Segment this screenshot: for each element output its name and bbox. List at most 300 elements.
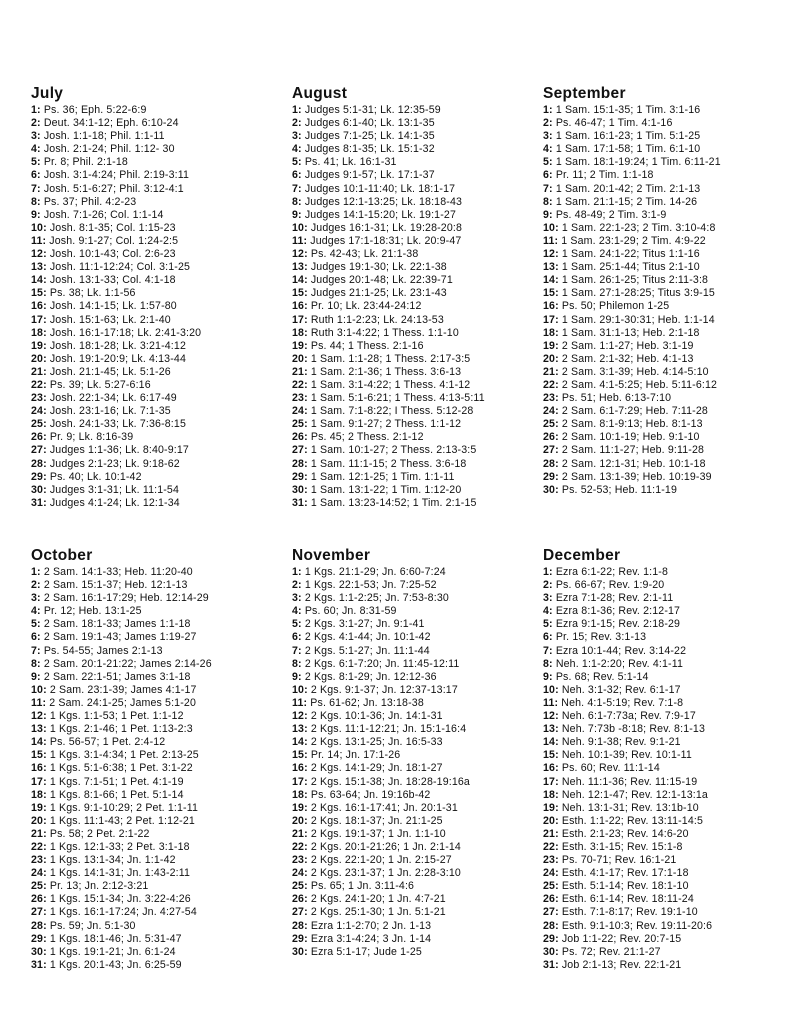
reading-text: Ps. 63-64; Jn. 19:16b-42 — [310, 788, 431, 801]
reading-entry — [543, 327, 791, 340]
reading-entry — [31, 893, 281, 906]
reading-entry — [292, 933, 542, 946]
reading-text: 2 Sam. 24:1-25; James 5:1-20 — [49, 696, 196, 709]
day-number: 8: — [543, 195, 553, 208]
reading-entry — [543, 143, 791, 156]
reading-text: Neh. 3:1-32; Rev. 6:1-17 — [561, 683, 681, 696]
day-number: 14: — [31, 274, 47, 287]
reading-entry — [292, 287, 542, 300]
reading-list — [31, 104, 281, 510]
reading-entry — [292, 697, 542, 710]
reading-entry — [292, 566, 542, 579]
day-number: 20: — [543, 814, 559, 827]
reading-entry — [31, 592, 281, 605]
day-number: 12: — [31, 710, 47, 723]
reading-text: 2 Sam. 4:1-5:25; Heb. 5:11-6:12 — [561, 378, 718, 391]
day-number: 1: — [31, 566, 41, 578]
reading-entry — [543, 671, 791, 684]
reading-entry — [31, 117, 281, 130]
reading-text: 1 Sam. 13:1-22; 1 Tim. 1:12-20 — [310, 483, 462, 496]
reading-entry — [31, 841, 281, 854]
reading-text: 1 Sam. 23:1-29; 2 Tim. 4:9-22 — [561, 234, 706, 247]
reading-text: Pr. 10; Lk. 23:44-24:12 — [310, 300, 422, 313]
month-august — [292, 84, 542, 510]
day-number: 5: — [31, 156, 41, 169]
reading-entry — [292, 497, 542, 510]
reading-entry — [543, 366, 791, 379]
day-number: 9: — [31, 670, 41, 683]
reading-text: 1 Kgs. 8:1-66; 1 Pet. 5:1-14 — [49, 788, 184, 801]
reading-text: Ezra 1:1-2:70; 2 Jn. 1-13 — [310, 919, 432, 932]
day-number: 1: — [292, 104, 302, 116]
day-number: 17: — [543, 313, 559, 326]
reading-text: Ps. 40; Lk. 10:1-42 — [49, 470, 142, 483]
day-number: 1: — [31, 104, 41, 116]
reading-entry — [31, 933, 281, 946]
reading-entry — [292, 854, 542, 867]
reading-entry — [292, 405, 542, 418]
day-number: 18: — [292, 326, 308, 339]
reading-entry — [292, 841, 542, 854]
reading-text: Josh. 9:1-27; Col. 1:24-2:5 — [49, 234, 179, 247]
reading-entry — [543, 248, 791, 261]
reading-entry — [31, 183, 281, 196]
reading-entry — [292, 117, 542, 130]
day-number: 14: — [543, 736, 559, 749]
day-number: 28: — [543, 457, 559, 470]
reading-entry — [292, 723, 542, 736]
day-number: 27: — [543, 444, 559, 457]
reading-entry — [543, 418, 791, 431]
reading-entry — [31, 471, 281, 484]
day-number: 12: — [543, 248, 559, 261]
day-number: 23: — [543, 854, 559, 867]
day-number: 13: — [31, 261, 47, 274]
day-number: 24: — [543, 867, 559, 880]
reading-text: Ps. 45; 2 Thess. 2:1-12 — [310, 431, 424, 444]
reading-entry — [31, 789, 281, 802]
reading-entry — [292, 209, 542, 222]
reading-entry — [292, 671, 542, 684]
day-number: 29: — [31, 470, 47, 483]
day-number: 19: — [543, 801, 559, 814]
reading-text: Judges 16:1-31; Lk. 19:28-20:8 — [310, 221, 463, 234]
reading-text: Ps. 48-49; 2 Tim. 3:1-9 — [555, 208, 667, 221]
reading-entry — [292, 196, 542, 209]
reading-text: Pr. 9; Lk. 8:16-39 — [49, 431, 134, 444]
reading-text: 2 Kgs. 3:1-27; Jn. 9:1-41 — [304, 618, 425, 631]
reading-text: Ps. 54-55; James 2:1-13 — [43, 644, 163, 657]
reading-entry — [292, 789, 542, 802]
reading-text: 1 Sam. 15:1-35; 1 Tim. 3:1-16 — [555, 104, 701, 116]
day-number: 22: — [31, 840, 47, 853]
reading-entry — [292, 893, 542, 906]
day-number: 10: — [31, 221, 47, 234]
reading-text: Pr. 12; Heb. 13:1-25 — [43, 605, 142, 618]
reading-entry — [543, 946, 791, 959]
reading-entry — [31, 631, 281, 644]
reading-text: Josh. 18:1-28; Lk. 3:21-4:12 — [49, 339, 186, 352]
day-number: 5: — [292, 156, 302, 169]
day-number: 23: — [292, 392, 308, 405]
day-number: 20: — [292, 814, 308, 827]
reading-entry — [543, 762, 791, 775]
reading-text: 1 Kgs. 11:1-43; 2 Pet. 1:12-21 — [49, 814, 195, 827]
reading-entry — [31, 880, 281, 893]
reading-entry — [292, 605, 542, 618]
day-number: 25: — [31, 418, 47, 431]
reading-text: 1 Kgs. 19:1-21; Jn. 6:1-24 — [49, 945, 176, 958]
day-number: 28: — [543, 919, 559, 932]
reading-entry — [543, 684, 791, 697]
reading-text: 2 Kgs. 16:1-17:41; Jn. 20:1-31 — [310, 801, 458, 814]
day-number: 30: — [31, 483, 47, 496]
reading-text: Pr. 8; Phil. 2:1-18 — [43, 156, 128, 169]
reading-text: Josh. 16:1-17:18; Lk. 2:41-3:20 — [49, 326, 202, 339]
reading-entry — [292, 274, 542, 287]
reading-text: 2 Kgs. 14:1-29; Jn. 18:1-27 — [310, 762, 443, 775]
reading-entry — [543, 579, 791, 592]
reading-text: Josh. 22:1-34; Lk. 6:17-49 — [49, 392, 177, 405]
reading-entry — [543, 392, 791, 405]
day-number: 16: — [543, 300, 559, 313]
reading-entry — [31, 697, 281, 710]
reading-entry — [31, 658, 281, 671]
reading-entry — [292, 235, 542, 248]
reading-entry — [543, 353, 791, 366]
reading-text: Pr. 14; Jn. 17:1-26 — [310, 749, 401, 762]
reading-text: Ruth 1:1-2:23; Lk. 24:13-53 — [310, 313, 444, 326]
day-number: 3: — [543, 130, 553, 143]
day-number: 2: — [31, 579, 41, 592]
reading-text: Josh. 15:1-63; Lk. 2:1-40 — [49, 313, 171, 326]
reading-text: Judges 12:1-13:25; Lk. 18:18-43 — [304, 195, 463, 208]
day-number: 7: — [543, 182, 553, 195]
reading-text: Josh. 24:1-33; Lk. 7:36-8:15 — [49, 418, 186, 431]
reading-text: 1 Sam. 2:1-36; 1 Thess. 3:6-13 — [310, 365, 462, 378]
reading-text: Pr. 15; Rev. 3:1-13 — [555, 631, 647, 644]
reading-text: 1 Sam. 9:1-27; 2 Thess. 1:1-12 — [310, 418, 462, 431]
reading-entry — [543, 235, 791, 248]
reading-text: 2 Kgs. 18:1-37; Jn. 21:1-25 — [310, 814, 443, 827]
reading-text: 2 Sam. 18:1-33; James 1:1-18 — [43, 618, 191, 631]
reading-entry — [543, 631, 791, 644]
reading-entry — [31, 143, 281, 156]
day-number: 12: — [31, 248, 47, 261]
month-title: September — [543, 85, 626, 102]
day-number: 2: — [292, 579, 302, 592]
reading-entry — [292, 631, 542, 644]
reading-entry — [31, 458, 281, 471]
day-number: 10: — [292, 683, 308, 696]
day-number: 26: — [292, 893, 308, 906]
reading-text: 1 Sam. 1:1-28; 1 Thess. 2:17-3:5 — [310, 352, 471, 365]
reading-entry — [31, 828, 281, 841]
reading-text: Judges 3:1-31; Lk. 11:1-54 — [49, 483, 180, 496]
day-number: 4: — [31, 605, 41, 618]
day-number: 24: — [31, 405, 47, 418]
reading-entry — [292, 471, 542, 484]
day-number: 17: — [543, 775, 559, 788]
day-number: 16: — [31, 300, 47, 313]
reading-entry — [543, 379, 791, 392]
reading-text: 2 Sam. 1:1-27; Heb. 3:1-19 — [561, 339, 694, 352]
reading-entry — [543, 458, 791, 471]
day-number: 31: — [31, 958, 47, 971]
reading-text: Judges 5:1-31; Lk. 12:35-59 — [304, 104, 441, 116]
reading-entry — [31, 366, 281, 379]
reading-text: 1 Sam. 17:1-58; 1 Tim. 6:1-10 — [555, 143, 701, 156]
day-number: 27: — [543, 906, 559, 919]
day-number: 29: — [292, 932, 308, 945]
reading-text: Judges 4:1-24; Lk. 12:1-34 — [49, 496, 180, 509]
reading-text: 2 Kgs. 13:1-25; Jn. 16:5-33 — [310, 736, 443, 749]
reading-entry — [292, 431, 542, 444]
reading-entry — [292, 156, 542, 169]
day-number: 17: — [292, 313, 308, 326]
reading-text: Neh. 12:1-47; Rev. 12:1-13:1a — [561, 788, 708, 801]
day-number: 21: — [543, 827, 559, 840]
day-number: 11: — [543, 234, 559, 247]
reading-entry — [31, 854, 281, 867]
reading-entry — [543, 906, 791, 919]
day-number: 23: — [543, 392, 559, 405]
day-number: 3: — [292, 592, 302, 605]
day-number: 21: — [31, 365, 47, 378]
reading-text: 1 Sam. 24:1-22; Titus 1:1-16 — [561, 248, 700, 261]
reading-text: Judges 14:1-15:20; Lk. 19:1-27 — [304, 208, 456, 221]
reading-entry — [292, 353, 542, 366]
reading-entry — [31, 169, 281, 182]
day-number: 7: — [543, 644, 553, 657]
reading-list — [543, 104, 791, 497]
reading-entry — [31, 379, 281, 392]
reading-entry — [543, 867, 791, 880]
day-number: 30: — [543, 483, 559, 496]
day-number: 13: — [31, 723, 47, 736]
day-number: 31: — [31, 496, 47, 509]
day-number: 16: — [292, 762, 308, 775]
reading-text: Neh. 13:1-31; Rev. 13:1b-10 — [561, 801, 699, 814]
reading-entry — [31, 684, 281, 697]
reading-text: Josh. 1:1-18; Phil. 1:1-11 — [43, 130, 165, 143]
day-number: 15: — [543, 749, 559, 762]
reading-text: 2 Kgs. 1:1-2:25; Jn. 7:53-8:30 — [304, 592, 449, 605]
reading-text: 1 Sam. 27:1-28:25; Titus 3:9-15 — [561, 287, 715, 300]
reading-entry — [31, 287, 281, 300]
reading-text: Deut. 34:1-12; Eph. 6:10-24 — [43, 117, 179, 130]
reading-entry — [292, 710, 542, 723]
day-number: 2: — [543, 579, 553, 592]
reading-entry — [31, 130, 281, 143]
reading-entry — [292, 379, 542, 392]
month-title: October — [31, 547, 93, 564]
reading-text: 2 Sam. 20:1-21:22; James 2:14-26 — [43, 657, 212, 670]
day-number: 1: — [543, 566, 553, 578]
day-number: 22: — [543, 378, 559, 391]
reading-entry — [31, 405, 281, 418]
reading-entry — [543, 104, 791, 117]
reading-text: 2 Sam. 23:1-39; James 4:1-17 — [49, 683, 197, 696]
reading-text: 2 Kgs. 19:1-37; 1 Jn. 1:1-10 — [310, 827, 446, 840]
reading-text: Josh. 14:1-15; Lk. 1:57-80 — [49, 300, 177, 313]
day-number: 21: — [292, 827, 308, 840]
day-number: 2: — [31, 117, 41, 130]
reading-text: Ezra 3:1-4:24; 3 Jn. 1-14 — [310, 932, 432, 945]
reading-entry — [292, 828, 542, 841]
reading-text: Ps. 36; Eph. 5:22-6:9 — [43, 104, 147, 116]
reading-entry — [292, 143, 542, 156]
day-number: 27: — [31, 906, 47, 919]
reading-text: 1 Kgs. 20:1-43; Jn. 6:25-59 — [49, 958, 182, 971]
month-title: July — [31, 85, 64, 102]
reading-entry — [31, 920, 281, 933]
day-number: 5: — [292, 618, 302, 631]
reading-text: Judges 1:1-36; Lk. 8:40-9:17 — [49, 444, 189, 457]
reading-text: Josh. 8:1-35; Col. 1:15-23 — [49, 221, 176, 234]
reading-text: 1 Sam. 3:1-4:22; 1 Thess. 4:1-12 — [310, 378, 471, 391]
reading-text: Esth. 2:1-23; Rev. 14:6-20 — [561, 827, 689, 840]
day-number: 22: — [31, 378, 47, 391]
reading-entry — [292, 946, 542, 959]
day-number: 18: — [543, 326, 559, 339]
day-number: 23: — [292, 854, 308, 867]
reading-text: Neh. 7:73b -8:18; Rev. 8:1-13 — [561, 723, 705, 736]
day-number: 27: — [292, 906, 308, 919]
reading-text: Judges 7:1-25; Lk. 14:1-35 — [304, 130, 435, 143]
reading-text: 2 Kgs. 4:1-44; Jn. 10:1-42 — [304, 631, 431, 644]
reading-entry — [292, 340, 542, 353]
month-december — [543, 546, 791, 972]
day-number: 14: — [292, 274, 308, 287]
day-number: 28: — [31, 457, 47, 470]
reading-text: 2 Sam. 19:1-43; James 1:19-27 — [43, 631, 197, 644]
reading-entry — [292, 579, 542, 592]
day-number: 9: — [292, 670, 302, 683]
day-number: 6: — [31, 631, 41, 644]
day-number: 22: — [292, 378, 308, 391]
reading-text: Ps. 37; Phil. 4:2-23 — [43, 195, 137, 208]
reading-text: 2 Sam. 6:1-7:29; Heb. 7:11-28 — [561, 405, 708, 418]
reading-text: Pr. 13; Jn. 2:12-3:21 — [49, 880, 149, 893]
reading-text: Ps. 44; 1 Thess. 2:1-16 — [310, 339, 424, 352]
day-number: 15: — [292, 287, 308, 300]
reading-text: Esth. 1:1-22; Rev. 13:11-14:5 — [561, 814, 704, 827]
reading-entry — [292, 776, 542, 789]
reading-text: 1 Sam. 11:1-15; 2 Thess. 3:6-18 — [310, 457, 467, 470]
reading-list — [31, 566, 281, 972]
reading-entry — [543, 605, 791, 618]
reading-text: Ps. 41; Lk. 16:1-31 — [304, 156, 397, 169]
reading-text: Josh. 13:1-33; Col. 4:1-18 — [49, 274, 176, 287]
day-number: 13: — [543, 723, 559, 736]
reading-entry — [543, 287, 791, 300]
reading-entry — [292, 444, 542, 457]
day-number: 19: — [292, 339, 308, 352]
reading-entry — [31, 723, 281, 736]
reading-text: 2 Kgs. 6:1-7:20; Jn. 11:45-12:11 — [304, 657, 460, 670]
day-number: 18: — [31, 788, 47, 801]
day-number: 23: — [31, 392, 47, 405]
day-number: 30: — [543, 945, 559, 958]
day-number: 24: — [31, 867, 47, 880]
day-number: 11: — [292, 234, 308, 247]
reading-text: Pr. 11; 2 Tim. 1:1-18 — [555, 169, 654, 182]
day-number: 6: — [543, 169, 553, 182]
reading-text: 1 Kgs. 22:1-53; Jn. 7:25-52 — [304, 579, 437, 592]
reading-entry — [31, 327, 281, 340]
reading-entry — [292, 261, 542, 274]
day-number: 28: — [31, 919, 47, 932]
day-number: 22: — [292, 840, 308, 853]
reading-text: 2 Sam. 8:1-9:13; Heb. 8:1-13 — [561, 418, 703, 431]
reading-text: 1 Sam. 5:1-6:21; 1 Thess. 4:13-5:11 — [310, 392, 485, 405]
reading-text: Ps. 51; Heb. 6:13-7:10 — [561, 392, 672, 405]
day-number: 4: — [292, 605, 302, 618]
day-number: 10: — [31, 683, 47, 696]
day-number: 24: — [543, 405, 559, 418]
reading-entry — [543, 340, 791, 353]
reading-text: 1 Sam. 31:1-13; Heb. 2:1-18 — [561, 326, 700, 339]
reading-text: Neh. 4:1-5:19; Rev. 7:1-8 — [561, 696, 684, 709]
reading-text: Ps. 72; Rev. 21:1-27 — [561, 945, 661, 958]
reading-entry — [543, 789, 791, 802]
reading-entry — [292, 736, 542, 749]
reading-entry — [543, 618, 791, 631]
day-number: 3: — [292, 130, 302, 143]
reading-text: 1 Sam. 26:1-25; Titus 2:11-3:8 — [561, 274, 709, 287]
month-november — [292, 546, 542, 959]
reading-text: Judges 9:1-57; Lk. 17:1-37 — [304, 169, 435, 182]
reading-entry — [543, 196, 791, 209]
reading-entry — [543, 274, 791, 287]
day-number: 7: — [31, 182, 41, 195]
day-number: 28: — [292, 457, 308, 470]
day-number: 28: — [292, 919, 308, 932]
reading-entry — [31, 418, 281, 431]
day-number: 18: — [543, 788, 559, 801]
day-number: 30: — [292, 483, 308, 496]
reading-entry — [31, 762, 281, 775]
day-number: 8: — [31, 195, 41, 208]
reading-text: 1 Kgs. 21:1-29; Jn. 6:60-7:24 — [304, 566, 446, 578]
reading-text: Josh. 21:1-45; Lk. 5:1-26 — [49, 365, 171, 378]
day-number: 26: — [543, 431, 559, 444]
reading-text: 2 Sam. 14:1-33; Heb. 11:20-40 — [43, 566, 193, 578]
day-number: 29: — [31, 932, 47, 945]
reading-text: 1 Kgs. 15:1-34; Jn. 3:22-4:26 — [49, 893, 191, 906]
month-september — [543, 84, 791, 497]
reading-entry — [292, 314, 542, 327]
day-number: 12: — [543, 710, 559, 723]
day-number: 26: — [292, 431, 308, 444]
reading-list — [292, 566, 542, 959]
reading-entry — [543, 444, 791, 457]
reading-text: Ps. 66-67; Rev. 1:9-20 — [555, 579, 665, 592]
reading-entry — [292, 458, 542, 471]
day-number: 20: — [543, 352, 559, 365]
day-number: 21: — [543, 365, 559, 378]
day-number: 25: — [292, 418, 308, 431]
reading-text: 1 Sam. 25:1-44; Titus 2:1-10 — [561, 261, 700, 274]
reading-entry — [31, 736, 281, 749]
reading-entry — [292, 248, 542, 261]
reading-text: 1 Kgs. 7:1-51; 1 Pet. 4:1-19 — [49, 775, 184, 788]
reading-text: Josh. 3:1-4:24; Phil. 2:19-3:11 — [43, 169, 190, 182]
reading-text: 2 Kgs. 20:1-21:26; 1 Jn. 2:1-14 — [310, 840, 461, 853]
reading-entry — [543, 592, 791, 605]
reading-entry — [292, 867, 542, 880]
